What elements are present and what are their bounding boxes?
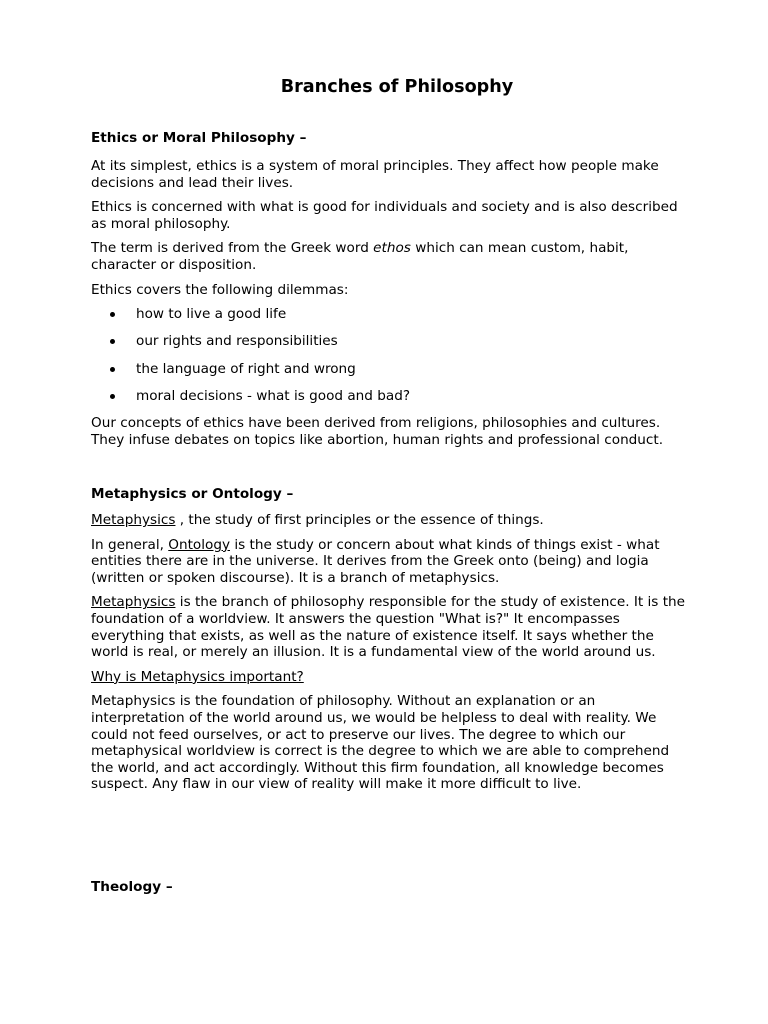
metaphysics-link[interactable]: Metaphysics (91, 594, 176, 611)
ethics-paragraph-3-text-end: which can mean custom, habit, character or disposition. (91, 240, 629, 273)
dilemmas-list (91, 306, 691, 404)
why-metaphysics-subheading[interactable]: Why is Metaphysics important? (91, 668, 304, 685)
theology-section (91, 879, 691, 896)
metaphysics-link[interactable]: Metaphysics (91, 512, 176, 529)
theology-heading: Theology – (91, 879, 173, 895)
list-item: moral decisions - what is good and bad? (136, 388, 691, 405)
list-item: the language of right and wrong (136, 361, 691, 378)
ethos-term: ethos (373, 240, 411, 257)
ethics-paragraph-1: At its simplest, ethics is a system of moral principles. They affect how people make decisions and lead their lives. (91, 158, 659, 191)
ethics-paragraph-4: Ethics covers the following dilemmas: (91, 281, 349, 298)
ethics-paragraph-2: Ethics is concerned with what is good for individuals and society and is also described as moral philosophy. (91, 199, 678, 232)
metaphysics-paragraph-4: Metaphysics is the foundation of philosophy. Without an explanation or an interpretation of the world around us, we would be helpless to deal with reality. We could not feed ourselves, or act to preserve our lives. The degree to which our metaphysical worldview is correct is the degree to which we are able to comprehend the world, and act accordingly. Without this firm foundation, all knowledge becomes suspect. Any flaw in our view of reality will make it more difficult to live. (91, 693, 670, 793)
metaphysics-section (91, 486, 691, 793)
metaphysics-paragraph-3-text: is the branch of philosophy responsible for the study of existence. It is the foundation of a worldview. It answers the question "What is?" It encompasses everything that exists, as well as the nature of existence itself. It says whether the world is real, or merely an illusion. It is a fundamental view of the world around us. (91, 594, 686, 661)
section-spacer (91, 456, 691, 486)
ontology-link[interactable]: Ontology (168, 536, 230, 553)
metaphysics-paragraph-1 (91, 512, 691, 529)
list-item: our rights and responsibilities (136, 333, 691, 350)
metaphysics-paragraph-2 (91, 537, 691, 587)
metaphysics-paragraph-1-text: , the study of first principles or the essence of things. (175, 512, 544, 529)
ethics-paragraph-3-text: The term is derived from the Greek word (91, 240, 374, 257)
metaphysics-paragraph-2-text: In general, (91, 536, 169, 553)
document-content (91, 76, 691, 907)
ethics-paragraph-3 (91, 240, 691, 273)
metaphysics-paragraph-3 (91, 594, 691, 660)
metaphysics-heading: Metaphysics or Ontology – (91, 486, 294, 503)
ethics-heading: Ethics or Moral Philosophy – (91, 130, 307, 146)
ethics-section (91, 130, 691, 448)
section-spacer (91, 801, 691, 879)
list-item: how to live a good life (136, 306, 691, 323)
ethics-paragraph-5: Our concepts of ethics have been derived from religions, philosophies and cultures. They infuse debates on topics like abortion, human rights and professional conduct. (91, 414, 664, 448)
document-title: Branches of Philosophy (280, 77, 514, 97)
metaphysics-paragraph-2-text-end: is the study or concern about what kinds of things exist - what entities there are in the universe. It derives from the Greek onto (being) and logia (written or spoken discourse). It is a branch of metaphysics. (91, 536, 660, 586)
